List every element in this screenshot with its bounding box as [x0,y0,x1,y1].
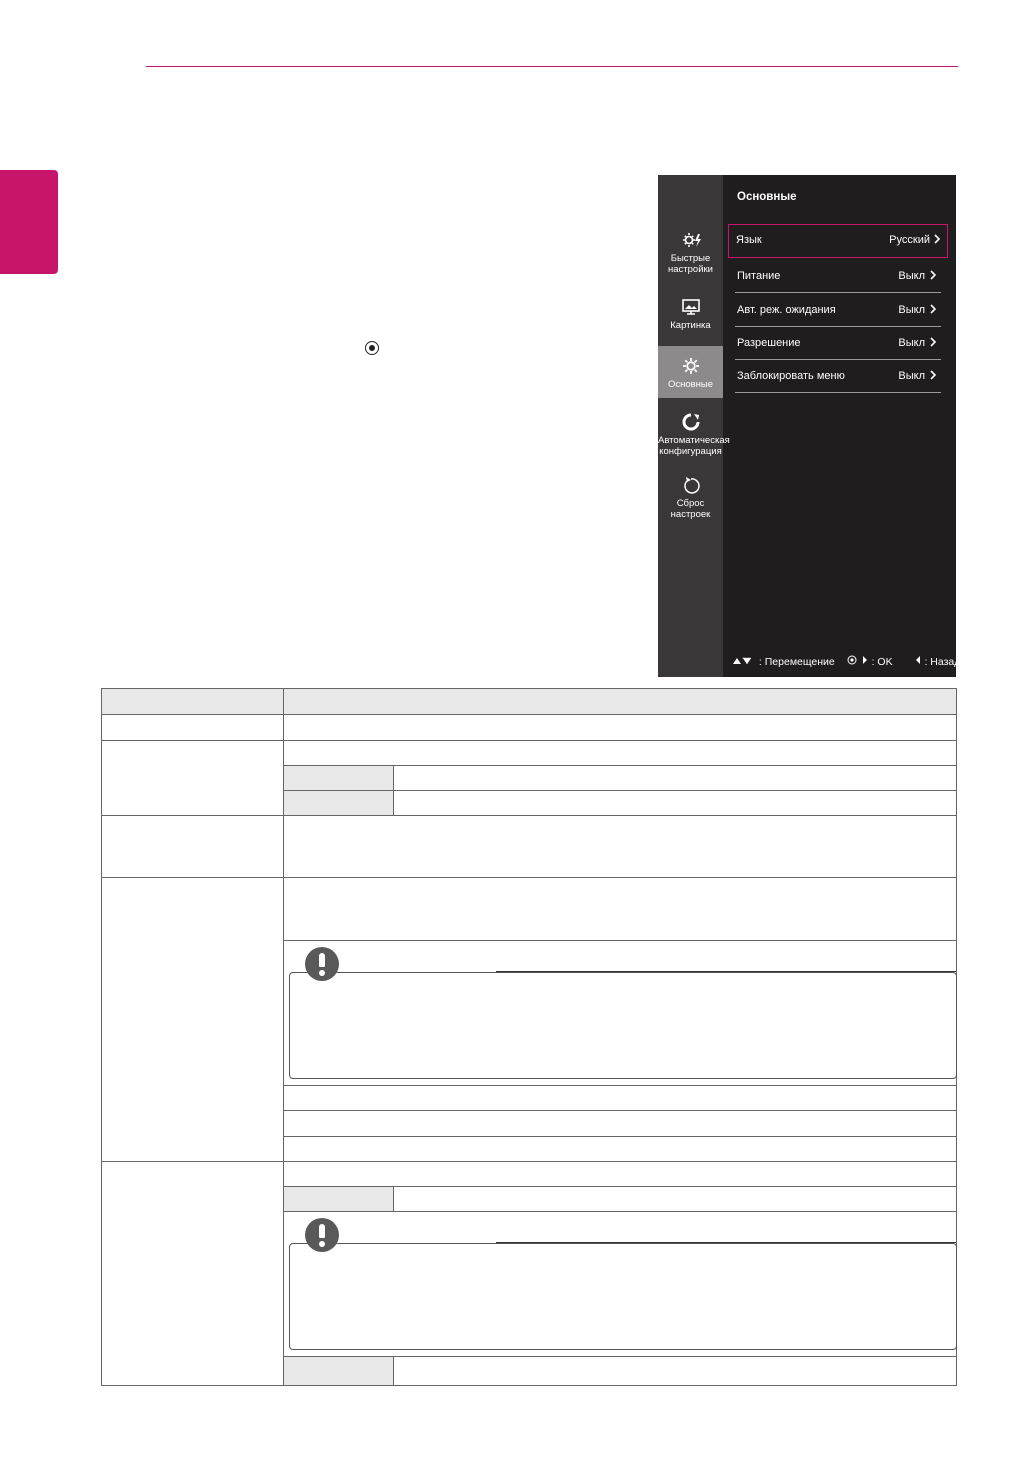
sub-option-cell [284,766,393,790]
note-icon [305,1218,339,1252]
sidebar-item-quick-settings[interactable] [658,230,723,275]
sidebar-item-picture[interactable] [658,297,723,331]
osd-title: Основные [737,191,797,203]
table-column-divider [393,1186,394,1211]
joystick-ok-icon [365,341,379,355]
sidebar-label: Основные [667,379,714,390]
quick-settings-icon [680,230,702,250]
sidebar-item-reset[interactable] [658,475,723,520]
sidebar-label: Картинка [670,320,711,331]
gear-icon [680,356,702,376]
table-row-border [101,740,957,741]
note-box [289,972,957,1079]
table-header-row [102,689,956,714]
sidebar-item-auto-config[interactable] [658,412,730,457]
row-value: Выкл [898,337,925,349]
footer-move: : Перемещение [758,656,835,668]
reset-icon [680,475,702,495]
chevron-right-icon [928,268,939,282]
menu-row-power[interactable] [735,260,941,293]
osd-sidebar [658,175,730,677]
chevron-right-icon [928,335,939,349]
row-value: Выкл [898,370,925,382]
sidebar-label: Автоматическая [658,435,730,446]
sidebar-label: настроек [670,509,711,520]
menu-row-language[interactable] [728,224,948,258]
row-value: Русский [889,234,930,246]
table-row-border [101,877,957,878]
sidebar-item-general[interactable] [658,346,723,398]
table-row-border [283,1211,957,1212]
chevron-right-icon [928,368,939,382]
sidebar-label: Быстрые [670,253,711,264]
menu-row-osd-lock[interactable] [735,360,941,393]
chevron-right-icon [928,302,939,316]
note-rule [496,971,956,972]
picture-icon [680,297,702,317]
sub-option-cell [284,1357,393,1385]
table-column-divider [393,1356,394,1386]
up-down-arrows-icon [732,657,756,665]
note-icon [305,947,339,981]
chevron-right-icon [932,232,943,246]
row-label: Авт. реж. ожидания [737,304,836,316]
table-row-border [283,940,957,941]
table-row-border [101,714,957,715]
row-label: Заблокировать меню [737,370,845,382]
note-rule [496,1242,956,1243]
osd-footer [732,655,960,668]
row-label: Разрешение [737,337,801,349]
sub-option-cell [284,1187,393,1211]
footer-back: : Назад [924,656,961,668]
menu-row-resolution[interactable] [735,327,941,360]
row-label: Язык [736,234,762,246]
left-arrow-icon [914,655,922,665]
chapter-tab [0,170,58,274]
table-row-border [101,1161,957,1162]
table-row-border [283,1136,957,1137]
note-box [289,1243,957,1350]
ok-right-icon [847,655,869,665]
table-row-border [283,1110,957,1111]
sub-option-cell [284,791,393,815]
row-label: Питание [737,270,781,282]
osd-menu [658,175,961,677]
menu-row-auto-standby[interactable] [735,294,941,327]
footer-ok: : OK [871,656,893,668]
sidebar-label: конфигурация [659,446,722,457]
row-value: Выкл [898,304,925,316]
auto-config-icon [680,412,702,432]
header-rule [146,66,958,67]
table-row-border [283,1085,957,1086]
sidebar-label: настройки [668,264,713,275]
sidebar-label: Сброс [676,498,705,509]
table-row-border [101,815,957,816]
row-value: Выкл [898,270,925,282]
